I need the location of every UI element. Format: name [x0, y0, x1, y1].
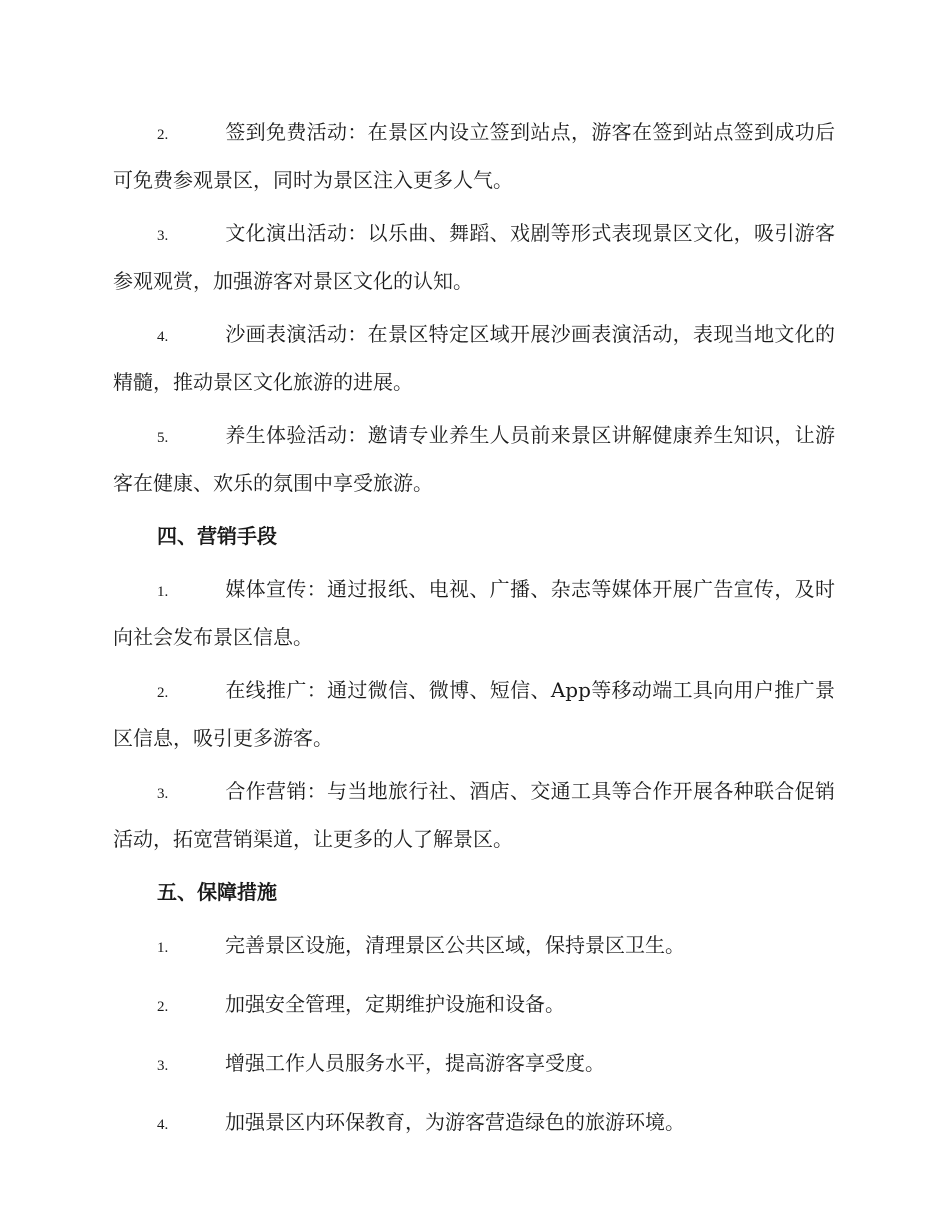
list-item-number: 3. — [157, 786, 169, 802]
list-item-text: 签到免费活动：在景区内设立签到站点，游客在签到站点签到成功后可免费参观景区，同时为景区注入更多人气。 — [113, 120, 835, 192]
list-item — [113, 982, 835, 1030]
list-item-text: 加强安全管理，定期维护设施和设备。 — [225, 992, 565, 1016]
list-item-number: 1. — [157, 584, 169, 600]
list-item-text: 合作营销：与当地旅行社、酒店、交通工具等合作开展各种联合促销活动，拓宽营销渠道，让更多的人了解景区。 — [113, 779, 835, 851]
list-item — [113, 769, 835, 862]
list-item — [113, 110, 835, 203]
list-item-number: 2. — [157, 999, 169, 1015]
list-item — [113, 923, 835, 971]
list-item-text: 增强工作人员服务水平，提高游客享受度。 — [225, 1051, 605, 1075]
list-item-number: 2. — [157, 127, 169, 143]
list-item-text: 媒体宣传：通过报纸、电视、广播、杂志等媒体开展广告宣传，及时向社会发布景区信息。 — [113, 577, 835, 649]
list-item — [113, 312, 835, 405]
section-heading-marketing: 四、营销手段 — [157, 524, 277, 548]
list-item-number: 4. — [157, 1117, 169, 1133]
list-item — [113, 567, 835, 660]
list-item — [113, 1100, 835, 1148]
list-item — [113, 413, 835, 506]
list-item — [113, 1041, 835, 1089]
list-item-number: 4. — [157, 329, 169, 345]
list-item-number: 2. — [157, 685, 169, 701]
list-item-number: 1. — [157, 940, 169, 956]
list-item-text: 完善景区设施，清理景区公共区域，保持景区卫生。 — [225, 933, 685, 957]
list-item-text: 加强景区内环保教育，为游客营造绿色的旅游环境。 — [225, 1110, 685, 1134]
list-item-number: 5. — [157, 430, 169, 446]
list-item-text: 养生体验活动：邀请专业养生人员前来景区讲解健康养生知识，让游客在健康、欢乐的氛围中享受旅游。 — [113, 423, 835, 495]
document-body — [113, 110, 835, 1159]
list-item-number: 3. — [157, 228, 169, 244]
list-item-number: 3. — [157, 1058, 169, 1074]
list-item — [113, 668, 835, 761]
list-item-text: 在线推广：通过微信、微博、短信、App等移动端工具向用户推广景区信息，吸引更多游客。 — [113, 678, 835, 750]
list-item-text: 沙画表演活动：在景区特定区域开展沙画表演活动，表现当地文化的精髓，推动景区文化旅游的进展。 — [113, 322, 835, 394]
list-item — [113, 211, 835, 304]
section-heading-safeguards: 五、保障措施 — [157, 880, 277, 904]
list-item-text: 文化演出活动：以乐曲、舞蹈、戏剧等形式表现景区文化，吸引游客参观观赏，加强游客对景区文化的认知。 — [113, 221, 835, 293]
